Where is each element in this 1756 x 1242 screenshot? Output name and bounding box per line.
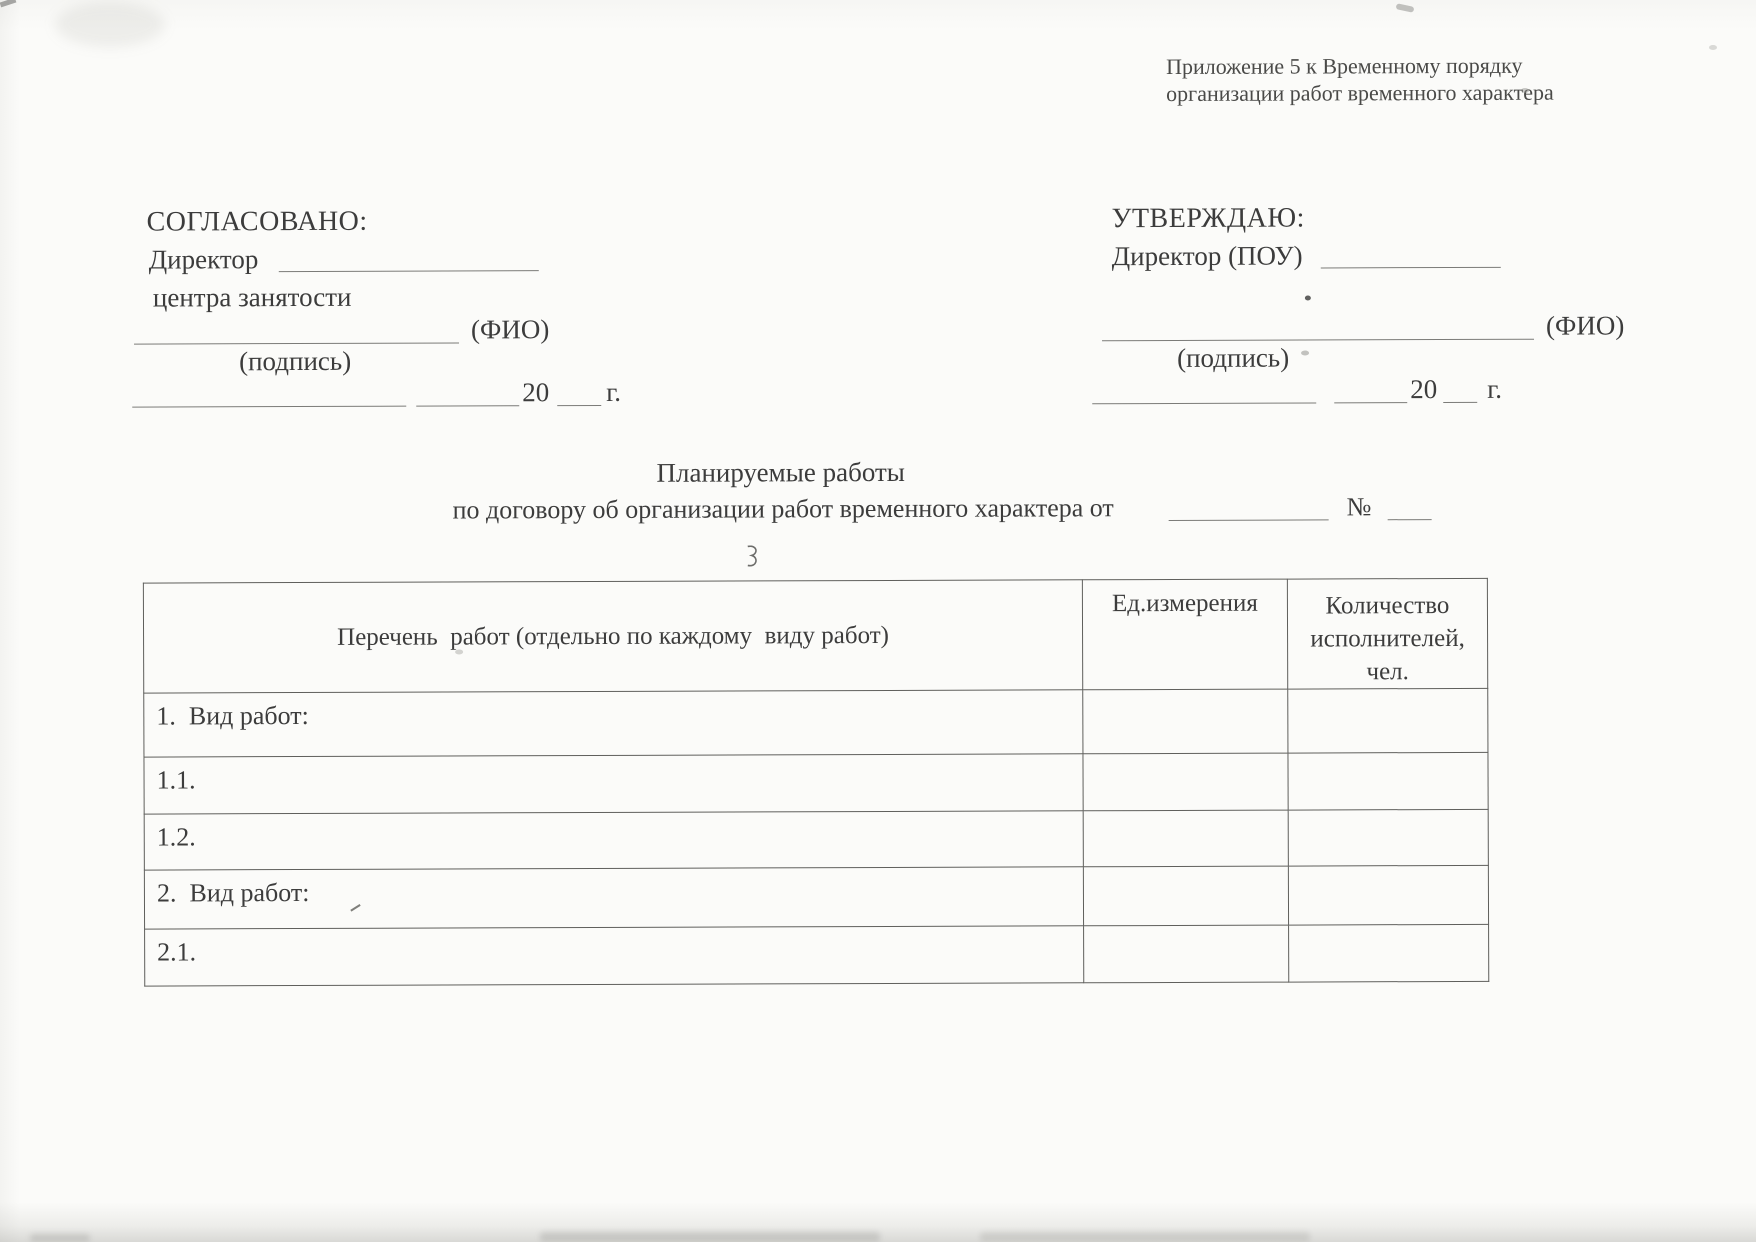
agreed-date-blank-line-3 — [557, 405, 601, 406]
work-item-cell: 2.1. — [145, 926, 1084, 986]
unit-cell — [1083, 753, 1288, 811]
unit-cell — [1083, 689, 1288, 754]
agreed-role-label: Директор — [148, 244, 259, 275]
unit-cell — [1083, 810, 1288, 867]
table-header-row — [143, 578, 1487, 693]
table-row — [144, 809, 1488, 870]
agreed-fio-blank-line — [134, 342, 459, 344]
agreed-date-blank-line-1 — [132, 406, 406, 408]
column-header-unit: Ед.измерения — [1082, 579, 1287, 690]
approved-role-label: Директор (ПОУ) — [1111, 240, 1303, 272]
approved-year-prefix: 20 — [1410, 374, 1438, 405]
doc-title-line2: по договору об организации работ временного характера от — [452, 493, 1114, 525]
ink-dot-mark — [1305, 295, 1311, 300]
table-row — [145, 924, 1489, 986]
column-header-performers-count: Количество исполнителей, чел. — [1287, 578, 1487, 689]
agreed-date-blank-line-2 — [416, 405, 519, 406]
work-item-cell: 1. Вид работ: — [144, 690, 1083, 757]
table-row — [144, 752, 1488, 814]
work-item-cell: 1.2. — [144, 811, 1083, 870]
table-row — [144, 688, 1488, 757]
agreed-role-label2: центра занятости — [152, 281, 352, 313]
scan-bottom-blotch — [540, 1232, 880, 1242]
appendix-note-line2: организации работ временного характера — [1166, 79, 1554, 106]
work-item-cell: 1.1. — [144, 754, 1083, 814]
agreed-director-blank-line — [279, 270, 539, 272]
column-header-works-list: Перечень работ (отдельно по каждому виду работ) — [143, 580, 1082, 693]
agreed-heading: СОГЛАСОВАНО: — [146, 205, 368, 238]
agreed-year-prefix: 20 — [522, 377, 550, 408]
contract-number-blank-line — [1388, 519, 1432, 520]
table-row — [144, 865, 1488, 929]
count-cell — [1288, 752, 1488, 810]
contract-number-label: № — [1346, 492, 1372, 522]
approved-heading: УТВЕРЖДАЮ: — [1111, 202, 1305, 235]
unit-cell — [1083, 866, 1288, 926]
work-item-cell: 2. Вид работ: — [144, 867, 1083, 929]
planned-works-table — [143, 578, 1489, 987]
approved-director-blank-line — [1321, 267, 1501, 269]
agreed-year-suffix: г. — [606, 376, 622, 407]
ink-squiggle-mark — [744, 545, 762, 569]
agreed-fio-label: (ФИО) — [470, 314, 550, 345]
scan-bottom-blotch — [980, 1232, 1310, 1242]
count-cell — [1289, 924, 1489, 982]
paper-speck — [1301, 350, 1309, 355]
approved-fio-label: (ФИО) — [1545, 310, 1625, 341]
approved-year-suffix: г. — [1487, 373, 1503, 404]
approved-fio-blank-line — [1102, 339, 1534, 342]
approved-signature-label: (подпись) — [1177, 342, 1290, 373]
unit-cell — [1084, 925, 1289, 983]
count-cell — [1288, 809, 1488, 866]
contract-date-blank-line — [1169, 519, 1329, 521]
doc-title-line1: Планируемые работы — [656, 456, 905, 488]
approved-date-blank-line-1 — [1092, 402, 1316, 404]
count-cell — [1288, 688, 1488, 753]
scan-bottom-blotch — [30, 1234, 90, 1242]
approved-date-blank-line-2 — [1334, 402, 1407, 403]
count-cell — [1288, 865, 1488, 925]
appendix-note-line1: Приложение 5 к Временному порядку — [1166, 52, 1523, 79]
agreed-signature-label: (подпись) — [239, 345, 352, 377]
approved-date-blank-line-3 — [1443, 402, 1477, 403]
